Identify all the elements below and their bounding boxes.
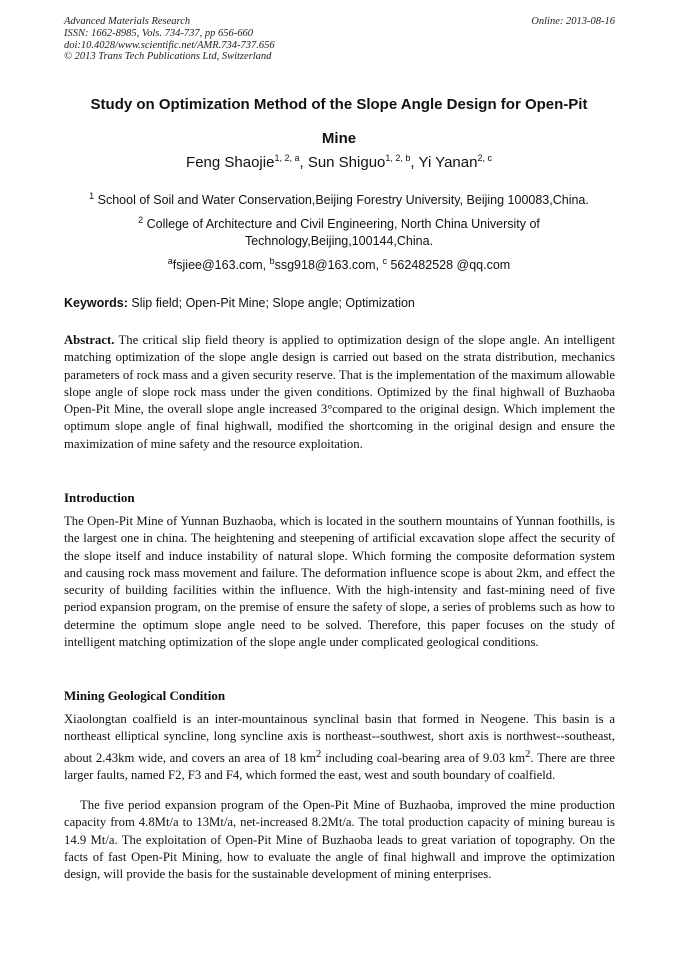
- author-name: Yi Yanan: [418, 154, 478, 171]
- mining-text-c: . There are three larger faults, named F2, F3 and F4, which formed the east, west and south boundary of coalfield.: [64, 750, 615, 783]
- affiliation-marker: 2: [138, 214, 144, 225]
- email-b[interactable]: ssg918@163.com,: [274, 258, 380, 272]
- doi-line: doi:10.4028/www.scientific.net/AMR.734-737.656: [64, 39, 275, 51]
- author-affiliation-marker: 1, 2, b: [385, 153, 411, 163]
- email-a[interactable]: fsjiee@163.com,: [172, 258, 267, 272]
- title-line-2: Mine: [321, 130, 357, 147]
- mining-paragraph-1: [64, 711, 615, 784]
- author-name: Feng Shaojie: [186, 154, 275, 171]
- keywords: [64, 296, 615, 310]
- affiliation-text: College of Architecture and Civil Engineering, North China University of: [146, 217, 540, 231]
- online-date: Online: 2013-08-16: [531, 16, 615, 27]
- affiliation-2: [60, 216, 618, 250]
- keywords-text: Slip field; Open-Pit Mine; Slope angle; Optimization: [131, 296, 415, 310]
- section-heading-introduction: Introduction: [64, 490, 135, 505]
- superscript: 2: [525, 748, 531, 760]
- introduction-paragraph: The Open-Pit Mine of Yunnan Buzhaoba, which is located in the southern mountains of Yunnan foothills, is the largest one in china. The heightening and steepening of artificial excavation slope affect the security of the slope itself and induce instability of natural slope. Which forming the composite deformation system and causing rock mass movement and failure. The deformation influence scope is about 2km, and effect the security of building facilities within the influence. With the high-intensity and fast-mining need of five period expansion program, on the premise of ensure the safety of slope, a series of problems such as how to determine the optimum slope angle need to be solved. Therefore, this paper focuses on the study of intelligent matching optimization of the slope angle under complicated geological conditions.: [64, 514, 615, 650]
- affiliation-1: [60, 192, 618, 209]
- paper-title: [40, 88, 638, 156]
- email-marker: a: [167, 255, 173, 266]
- author-affiliation-marker: 2, c: [477, 153, 492, 163]
- copyright-line: © 2013 Trans Tech Publications Ltd, Switzerland: [64, 51, 272, 63]
- abstract-label: Abstract.: [64, 333, 115, 347]
- section-heading-mining: Mining Geological Condition: [64, 688, 226, 703]
- affiliation-marker: 1: [89, 190, 95, 201]
- author-name: Sun Shiguo: [307, 154, 386, 171]
- email-c[interactable]: 562482528 @qq.com: [390, 258, 511, 272]
- keywords-label: Keywords:: [64, 296, 128, 310]
- mining-text-b: including coal-bearing area of 9.03 km: [321, 750, 526, 765]
- email-list: [40, 255, 638, 272]
- abstract-text: The critical slip field theory is applied to optimization design of the slope angle. An intelligent matching optimization of the slope angle design is carried out based on the strata distribution, mechanics parameters of rock mass and a given security reserve. That is the implementation of the maximum allowable slope angle of slope rock mass under the given conditions. Optimized by the final highwall of Buzhaoba Open-Pit Mine, the overall slope angle increased 3°compared to the original design. Which implement the optimum slope angle of final highwall, modified the shortcoming in the original design and ensure the maximization of mine safety and the resource exploitation.: [64, 333, 615, 451]
- title-line-1: Study on Optimization Method of the Slope Angle Design for Open-Pit: [90, 96, 588, 113]
- mining-paragraph-2: The five period expansion program of the Open-Pit Mine of Buzhaoba, improved the mine production capacity from 4.8Mt/a to 13Mt/a, net-increased 8.2Mt/a. The total production capacity of mining bureau is 14.9 Mt/a. The exploitation of Open-Pit Mine of Buzhaoba leads to great variation of topography. On the facts of fast Open-Pit Mining, how to evaluate the angle of final highwall and improve the optimization design, will provide the basis for the sustainable development of mining enterprises.: [64, 798, 615, 882]
- superscript: 2: [316, 748, 322, 760]
- issn-line: ISSN: 1662-8985, Vols. 734-737, pp 656-660: [64, 27, 253, 39]
- email-marker: b: [269, 255, 275, 266]
- author-list: Feng Shaojie$^{1, 2, a}$, Sun Shiguo$^{1, 2, b}$, Yi Yanan$^{2, c}$: [186, 153, 492, 171]
- mining-text-a: Xiaolongtan coalfield is an inter-mountainous synclinal basin that formed in Neogene. This basin is a northeast elliptical syncline, long syncline axis is northeast--southwest, short axis is northwest--southeast, about 2.43km wide, and covers an area of 18 km: [64, 712, 615, 765]
- affiliation-text: School of Soil and Water Conservation,Beijing Forestry University, Beijing 100083,China.: [97, 193, 589, 207]
- author-affiliation-marker: 1, 2, a: [274, 153, 300, 163]
- abstract: [64, 332, 615, 453]
- affiliation-text-cont: Technology,Beijing,100144,China.: [244, 234, 434, 248]
- journal-name: Advanced Materials Research: [64, 16, 191, 27]
- email-marker: c: [382, 255, 387, 266]
- journal-header: [64, 16, 615, 63]
